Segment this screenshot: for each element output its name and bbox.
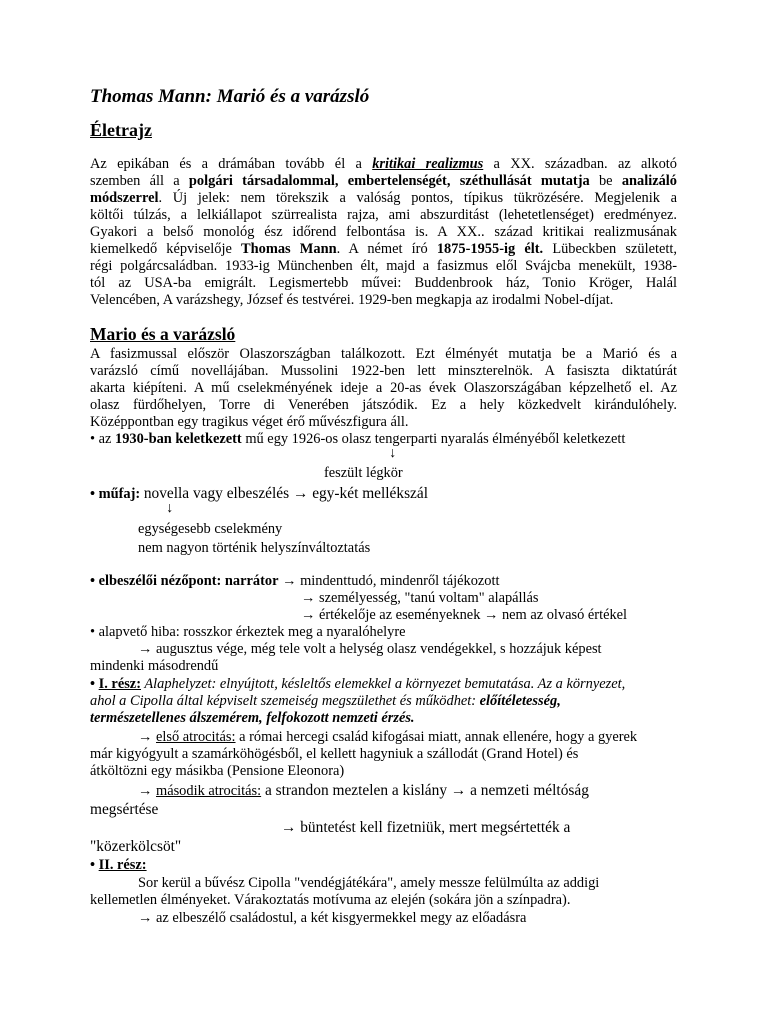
part-one-line: • I. rész: Alaphelyzet: elnyújtott, késleltős elemekkel a környezet bemutatása. Az a környezet, <box>90 676 626 692</box>
genre-line: • műfaj: novella vagy elbeszélés → egy-két mellékszál <box>90 485 428 502</box>
part-two-line: → az elbeszélő családostul, a két kisgyermekkel megy az előadásra <box>138 910 527 926</box>
paragraph-line: varázsló című novellájában. Mussolini 1922-ben lett minszterelnök. A fasiszta diktatúrát <box>90 363 677 379</box>
base-error-line: mindenki másodrendű <box>90 658 219 674</box>
tension-label: feszült légkör <box>324 465 403 481</box>
section-heading-biography: Életrajz <box>90 120 152 140</box>
genre-result: egységesebb cselekmény <box>138 521 283 537</box>
part-two-line: • II. rész: <box>90 857 147 873</box>
paragraph-line: módszerrel. Új jelek: nem törekszik a valóság pontos, típikus tükrözésére. Megjelenik a <box>90 190 677 206</box>
bullet-origin: • az 1930-ban keletkezett mű egy 1926-os olasz tengerparti nyaralás élményéből keletkezett <box>90 431 626 447</box>
document-title: Thomas Mann: Marió és a varázsló <box>90 86 370 107</box>
narrator-line: → személyesség, "tanú voltam" alapállás <box>301 590 539 606</box>
paragraph-line: Velencében, A varázshegy, József és testvérei. 1929-ben megkapja az irodalmi Nobel-díjat. <box>90 292 614 308</box>
paragraph-line: Az epikában és a drámában tovább él a kritikai realizmus a XX. században. az alkotó <box>90 156 677 172</box>
first-atrocity-line: átköltözni egy másikba (Pensione Eleonora) <box>90 763 345 779</box>
paragraph-line: tól az USA-ba emigrált. Legismertebb művei: Buddenbrook ház, Tonio Kröger, Halál <box>90 275 677 291</box>
part-two-line: Sor kerül a bűvész Cipolla "vendégjátékára", amely messze felülmúlta az addigi <box>138 875 600 891</box>
first-atrocity-line: már kigyógyult a szamárköhögésből, el kellett hagyniuk a szállodát (Grand Hotel) és <box>90 746 579 762</box>
base-error-line: • alapvető hiba: rosszkor érkeztek meg a nyaralóhelyre <box>90 624 406 640</box>
narrator-line: → értékelője az eseményeknek → nem az olvasó értékel <box>301 607 628 623</box>
paragraph-line: szemben áll a polgári társadalommal, embertelenségét, széthullását mutatja be analizáló <box>90 173 677 189</box>
first-atrocity-line: → első atrocitás: a római hercegi család kifogásai miatt, annak ellenére, hogy a gyerek <box>138 729 638 745</box>
paragraph-line: akarta kiépíteni. A mű cselekményének ideje a 20-as évek Olaszországában képzelhető el. Az <box>90 380 677 396</box>
arrow-down-icon: ↓ <box>389 445 397 461</box>
part-one-line: ahol a Cipolla által képviselt szemeiség megszülethet és működhet: előítéletesség, <box>90 693 561 709</box>
paragraph-line: régi polgárcsaládban. 1933-ig Münchenben élt, majd a fasizmus elől Svájcba menekült, 1938- <box>90 258 677 274</box>
part-one-line: természetellenes álszemérem, felfokozott nemzeti érzés. <box>90 710 415 726</box>
arrow-down-icon: ↓ <box>166 500 174 516</box>
second-atrocity-line: megsértése <box>90 801 159 818</box>
genre-result: nem nagyon történik helyszínváltoztatás <box>138 540 371 556</box>
base-error-line: → augusztus vége, még tele volt a helység olasz vendégekkel, s hozzájuk képest <box>138 641 602 657</box>
second-atrocity-line: → második atrocitás: a strandon meztelen a kislány → a nemzeti méltóság <box>138 782 589 799</box>
paragraph-line: Gyakori a belső monológ ész időrend felbontása is. A XX.. század kritikai realizmusának <box>90 224 677 240</box>
second-atrocity-line: "közerkölcsöt" <box>90 838 182 855</box>
narrator-line: • elbeszélői nézőpont: narrátor → mindenttudó, mindenről tájékozott <box>90 573 500 589</box>
part-two-line: kellemetlen élményeket. Várakoztatás motívuma az elején (sokára jön a színpadra). <box>90 892 571 908</box>
paragraph-line: olasz fürdőhelyen, Torre di Venerében játszódik. Ez a hely közkedvelt kirándulóhely. <box>90 397 677 413</box>
paragraph-line: Középpontban egy tragikus véget érő művészfigura áll. <box>90 414 409 430</box>
second-atrocity-line: → büntetést kell fizetniük, mert megsértették a <box>281 819 571 836</box>
paragraph-line: kiemelkedő képviselője Thomas Mann. A német író 1875-1955-ig élt. Lübeckben született, <box>90 241 677 257</box>
paragraph-line: költői túlzás, a lelkiállapot szürrealista rajza, ami abszurditást (lehetetlenséget) eredményez. <box>90 207 677 223</box>
paragraph-line: A fasizmussal először Olaszországban találkozott. Ezt élményét mutatja be a Marió és a <box>90 346 677 362</box>
section-heading-mario: Mario és a varázsló <box>90 324 236 344</box>
